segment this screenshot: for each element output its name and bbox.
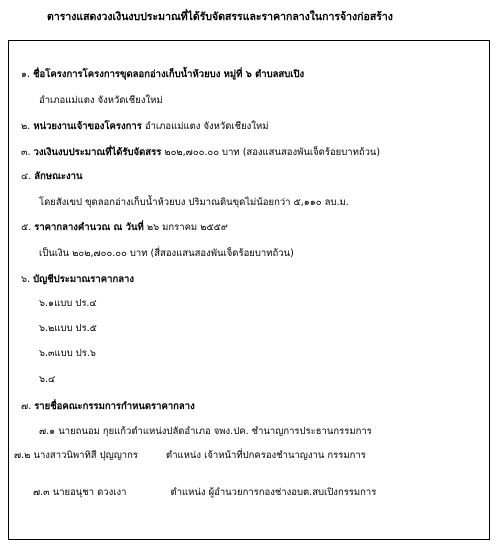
member-name: นางสาวนิพาทิสี ปุญญากร: [33, 450, 138, 461]
item-number: ๕.: [21, 222, 32, 233]
member-number: ๗.๓: [33, 487, 50, 498]
item-number: ๔.: [21, 171, 32, 182]
item-number: ๖.: [21, 274, 31, 285]
item-7-committee: [21, 401, 195, 413]
item-3-budget: [21, 147, 380, 159]
item-label: บัญชีประมาณราคากลาง: [33, 274, 134, 285]
item-1-project-name: [21, 69, 304, 81]
item-6-estimate-list: [21, 274, 134, 286]
item-number: ๑.: [21, 69, 31, 80]
item-label: ราคากลางคำนวณ ณ วันที่: [34, 222, 144, 233]
committee-member-1: [39, 426, 372, 438]
item-value: ๒๐๒,๗๐๐.๐๐ บาท (สองแสนสองพันเจ็ดร้อยบาทถ้วน): [164, 147, 381, 158]
committee-member-3: [33, 487, 376, 499]
committee-member-2: [14, 450, 366, 462]
document-title: ตารางแสดงวงเงินงบประมาณที่ได้รับจัดสรรและราคากลางในการจ้างก่อสร้าง: [47, 11, 393, 23]
item-4-continuation: โดยสังเขป ขุดลอกอ่างเก็บน้ำห้วยบง ปริมาณดินขุดไม่น้อยกว่า ๕,๑๑๐ ลบ.ม.: [39, 197, 349, 208]
member-number: ๗.๒: [14, 450, 31, 461]
item-label: หน่วยงานเจ้าของโครงการ: [33, 121, 142, 132]
item-number: ๓.: [21, 147, 31, 158]
sub-item-6-1: ๖.๑แบบ ปร.๔: [39, 298, 97, 309]
member-number: ๗.๑: [39, 426, 56, 437]
sub-item-6-3: ๖.๓แบบ ปร.๖: [39, 348, 96, 359]
sub-item-6-4: ๖.๔: [39, 374, 56, 385]
item-value: อำเภอแม่แตง จังหวัดเชียงใหม่: [144, 121, 269, 132]
member-name: นายถนอม กุยแก้วตำแหน่งปลัดอำเภอ จพง.ปค. ชำนาญการประธานกรรมการ: [58, 426, 372, 437]
member-position: ตำแหน่ง เจ้าหน้าที่ปกครองชำนาญงาน กรรมการ: [166, 450, 366, 461]
item-number: ๒.: [21, 121, 31, 132]
item-4-work-type: [21, 171, 82, 183]
item-label: รายชื่อคณะกรรมการกำหนดราคากลาง: [34, 401, 195, 412]
item-5-continuation: เป็นเงิน ๒๐๒,๗๐๐.๐๐ บาท (สี่สองแสนสองพันเจ็ดร้อยบาทถ้วน): [39, 248, 294, 259]
item-number: ๗.: [21, 401, 32, 412]
sub-item-6-2: ๖.๒แบบ ปร.๕: [39, 323, 97, 334]
item-2-owner-agency: [21, 121, 269, 133]
item-label: ลักษณะงาน: [34, 171, 83, 182]
document-frame: [8, 40, 490, 540]
member-position: ตำแหน่ง ผู้อำนวยการกองช่างอบต.สบเปิงกรรมการ: [170, 487, 377, 498]
item-1-continuation: อำเภอแม่แตง จังหวัดเชียงใหม่: [39, 95, 163, 106]
item-label: ชื่อโครงการโครงการขุดลอกอ่างเก็บน้ำห้วยบง หมู่ที่ ๖ ตำบลสบเปิง: [33, 69, 305, 80]
member-name: นายอนุชา ดวงเงา: [52, 487, 127, 498]
item-value: ๒๖ มกราคม ๒๕๕๙: [146, 222, 228, 233]
item-5-median-price: [21, 222, 228, 234]
item-label: วงเงินงบประมาณที่ได้รับจัดสรร: [33, 147, 162, 158]
